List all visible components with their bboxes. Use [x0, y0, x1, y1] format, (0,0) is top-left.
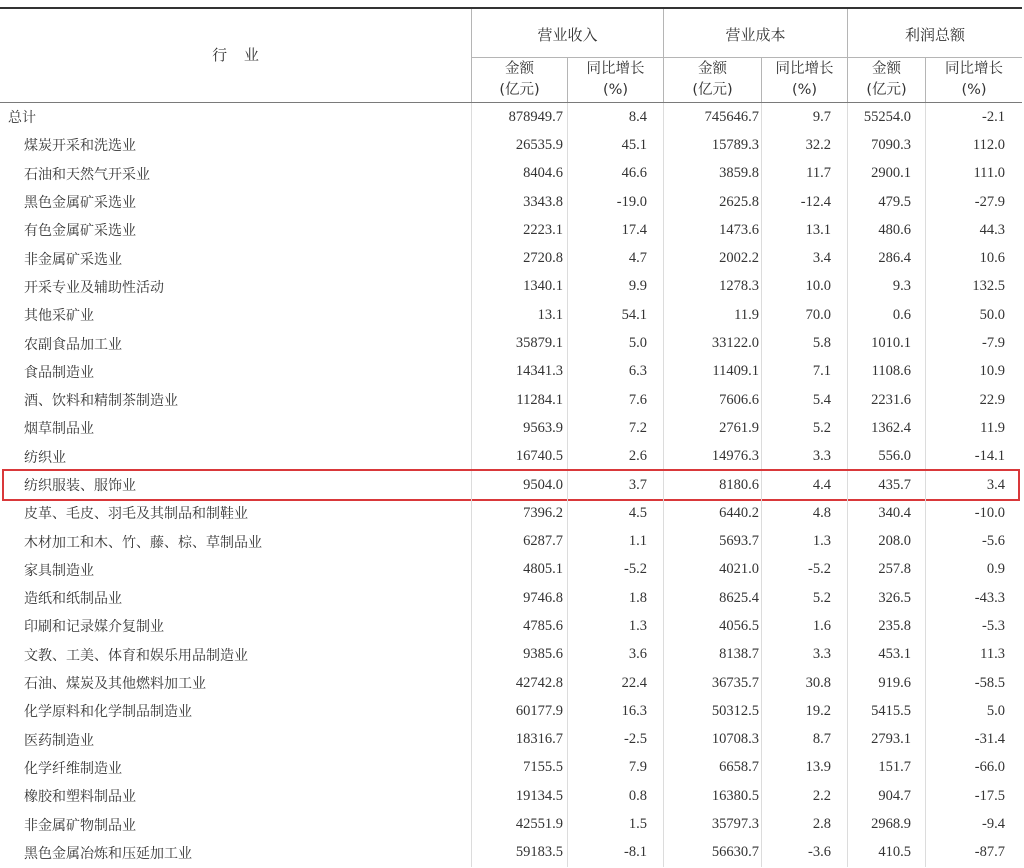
column-unit: (亿元)	[692, 82, 733, 98]
revenue-amount-cell: 8404.6	[472, 160, 568, 188]
profit-amount-cell: 326.5	[848, 584, 926, 612]
industry-cell: 印刷和记录媒介复制业	[0, 612, 472, 640]
profit-amount-cell: 435.7	[848, 471, 926, 499]
revenue-amount-cell: 4785.6	[472, 612, 568, 640]
cost-growth-cell: 13.1	[762, 216, 848, 244]
profit-amount-header	[848, 58, 926, 102]
profit-amount-cell: 151.7	[848, 754, 926, 782]
revenue-amount-cell: 4805.1	[472, 556, 568, 584]
revenue-amount-cell: 16740.5	[472, 443, 568, 471]
cost-amount-cell: 6440.2	[664, 499, 762, 527]
profit-growth-cell: -7.9	[982, 335, 1005, 352]
cost-amount-cell: 10708.3	[664, 726, 762, 754]
cost-amount-cell: 2761.9	[664, 414, 762, 442]
cost-growth-cell: 19.2	[762, 697, 848, 725]
revenue-amount-cell: 13.1	[472, 301, 568, 329]
revenue-amount-cell: 7155.5	[472, 754, 568, 782]
column-unit: (亿元)	[866, 82, 907, 98]
column-unit: (%)	[602, 82, 629, 98]
table-row	[0, 188, 1022, 216]
profit-amount-cell: 208.0	[848, 527, 926, 555]
profit-growth-cell: 22.9	[979, 391, 1005, 408]
cost-growth-cell: 2.8	[762, 810, 848, 838]
revenue-group-header: 营业收入	[472, 9, 664, 58]
cost-growth-cell: 3.3	[762, 641, 848, 669]
profit-amount-cell: 2900.1	[848, 160, 926, 188]
revenue-growth-cell: 45.1	[568, 131, 664, 159]
cost-growth-cell: 5.8	[762, 329, 848, 357]
profit-amount-cell: 904.7	[848, 782, 926, 810]
revenue-amount-cell: 6287.7	[472, 527, 568, 555]
cost-amount-cell: 50312.5	[664, 697, 762, 725]
column-label: 同比增长	[586, 61, 645, 77]
profit-growth-cell: 11.9	[980, 419, 1005, 436]
cost-growth-cell: -3.6	[762, 839, 848, 867]
cost-amount-cell: 8180.6	[664, 471, 762, 499]
industry-cell: 化学纤维制造业	[0, 754, 472, 782]
profit-amount-cell: 2231.6	[848, 386, 926, 414]
profit-amount-cell: 257.8	[848, 556, 926, 584]
profit-growth-cell: -43.3	[974, 589, 1005, 606]
cost-growth-cell: 11.7	[762, 160, 848, 188]
revenue-amount-cell: 26535.9	[472, 131, 568, 159]
revenue-amount-cell: 35879.1	[472, 329, 568, 357]
industry-cell: 文教、工美、体育和娱乐用品制造业	[0, 641, 472, 669]
cost-amount-cell: 16380.5	[664, 782, 762, 810]
revenue-amount-cell: 18316.7	[472, 726, 568, 754]
revenue-growth-cell: 7.9	[568, 754, 664, 782]
profit-amount-cell: 1362.4	[848, 414, 926, 442]
table-row	[0, 443, 1022, 471]
revenue-growth-cell: 1.8	[568, 584, 664, 612]
cost-amount-cell: 7606.6	[664, 386, 762, 414]
profit-growth-cell: -14.1	[974, 448, 1005, 465]
profit-amount-cell: 410.5	[848, 839, 926, 867]
cost-growth-cell: 7.1	[762, 358, 848, 386]
industry-cell: 木材加工和木、竹、藤、棕、草制品业	[0, 527, 472, 555]
profit-group-header: 利润总额	[848, 9, 1022, 58]
cost-amount-cell: 4021.0	[664, 556, 762, 584]
column-unit: (%)	[791, 82, 818, 98]
profit-amount-cell: 286.4	[848, 244, 926, 272]
cost-amount-header	[664, 58, 762, 102]
cost-growth-cell: 4.4	[762, 471, 848, 499]
table-row	[0, 244, 1022, 272]
revenue-amount-cell: 878949.7	[472, 103, 568, 131]
revenue-amount-cell: 60177.9	[472, 697, 568, 725]
cost-amount-cell: 15789.3	[664, 131, 762, 159]
revenue-growth-cell: 1.1	[568, 527, 664, 555]
table-row	[0, 273, 1022, 301]
industry-cell: 橡胶和塑料制品业	[0, 782, 472, 810]
revenue-amount-cell: 9385.6	[472, 641, 568, 669]
revenue-amount-header	[472, 58, 568, 102]
profit-growth-cell: 44.3	[979, 221, 1005, 238]
profit-growth-cell: 50.0	[979, 306, 1005, 323]
cost-amount-cell: 2625.8	[664, 188, 762, 216]
profit-growth-cell: 111.0	[973, 165, 1005, 182]
cost-growth-cell: 10.0	[762, 273, 848, 301]
cost-growth-cell: 1.3	[762, 527, 848, 555]
column-label: 金额	[698, 61, 727, 77]
table-row	[0, 386, 1022, 414]
revenue-amount-cell: 11284.1	[472, 386, 568, 414]
table-row	[0, 216, 1022, 244]
revenue-growth-cell: 54.1	[568, 301, 664, 329]
revenue-growth-cell: 7.6	[568, 386, 664, 414]
cost-group-header: 营业成本	[664, 9, 848, 58]
column-unit: (%)	[961, 82, 987, 98]
revenue-growth-cell: 16.3	[568, 697, 664, 725]
industry-column-header: 行 业	[0, 9, 472, 102]
table-body	[0, 103, 1022, 867]
profit-amount-cell: 1108.6	[848, 358, 926, 386]
profit-growth-cell: -5.6	[982, 533, 1005, 550]
industry-cell: 皮革、毛皮、羽毛及其制品和制鞋业	[0, 499, 472, 527]
revenue-amount-cell: 9504.0	[472, 471, 568, 499]
revenue-growth-cell: 4.5	[568, 499, 664, 527]
profit-growth-cell: 3.4	[986, 476, 1005, 493]
cost-growth-cell: 13.9	[762, 754, 848, 782]
industry-cell: 医药制造业	[0, 726, 472, 754]
profit-amount-cell: 1010.1	[848, 329, 926, 357]
industry-cell: 烟草制品业	[0, 414, 472, 442]
table-row	[0, 726, 1022, 754]
profit-amount-cell: 7090.3	[848, 131, 926, 159]
profit-growth-cell: -10.0	[974, 504, 1005, 521]
column-label: 金额	[872, 61, 901, 77]
profit-amount-cell: 919.6	[848, 669, 926, 697]
table-row	[0, 584, 1022, 612]
table-row	[0, 697, 1022, 725]
profit-growth-cell: -2.1	[982, 108, 1005, 125]
revenue-growth-cell: 1.3	[568, 612, 664, 640]
revenue-growth-header	[568, 58, 664, 102]
industry-cell: 黑色金属矿采选业	[0, 188, 472, 216]
profit-growth-cell: 10.6	[979, 250, 1005, 267]
revenue-amount-cell: 9746.8	[472, 584, 568, 612]
table-row	[0, 641, 1022, 669]
profit-amount-cell: 480.6	[848, 216, 926, 244]
table-row	[0, 471, 1022, 499]
industry-cell: 黑色金属冶炼和压延加工业	[0, 839, 472, 867]
industry-cell: 化学原料和化学制品制造业	[0, 697, 472, 725]
revenue-growth-cell: 5.0	[568, 329, 664, 357]
industry-cell: 非金属矿采选业	[0, 244, 472, 272]
profit-growth-cell: 112.0	[972, 136, 1005, 153]
revenue-growth-cell: 46.6	[568, 160, 664, 188]
profit-amount-cell: 479.5	[848, 188, 926, 216]
revenue-amount-cell: 9563.9	[472, 414, 568, 442]
table-row	[0, 556, 1022, 584]
table-row	[0, 810, 1022, 838]
revenue-amount-cell: 19134.5	[472, 782, 568, 810]
revenue-amount-cell: 7396.2	[472, 499, 568, 527]
industry-cell: 石油、煤炭及其他燃料加工业	[0, 669, 472, 697]
profit-amount-cell: 9.3	[848, 273, 926, 301]
total-row	[0, 103, 1022, 131]
column-label: 同比增长	[945, 61, 1003, 77]
column-label: 金额	[505, 61, 534, 77]
revenue-amount-cell: 14341.3	[472, 358, 568, 386]
table-row	[0, 358, 1022, 386]
cost-amount-cell: 2002.2	[664, 244, 762, 272]
cost-amount-cell: 14976.3	[664, 443, 762, 471]
revenue-growth-cell: -8.1	[568, 839, 664, 867]
profit-growth-cell: 11.3	[980, 646, 1005, 663]
revenue-growth-cell: 22.4	[568, 669, 664, 697]
cost-amount-cell: 1278.3	[664, 273, 762, 301]
profit-growth-cell: -87.7	[974, 844, 1005, 861]
cost-growth-cell: 1.6	[762, 612, 848, 640]
cost-amount-cell: 745646.7	[664, 103, 762, 131]
cost-growth-cell: 2.2	[762, 782, 848, 810]
cost-amount-cell: 35797.3	[664, 810, 762, 838]
revenue-amount-cell: 2720.8	[472, 244, 568, 272]
cost-growth-cell: 8.7	[762, 726, 848, 754]
cost-growth-cell: 5.2	[762, 584, 848, 612]
profit-growth-cell: 0.9	[986, 561, 1005, 578]
cost-amount-cell: 33122.0	[664, 329, 762, 357]
column-unit: (亿元)	[499, 82, 540, 98]
revenue-amount-cell: 1340.1	[472, 273, 568, 301]
revenue-amount-cell: 59183.5	[472, 839, 568, 867]
table-row	[0, 782, 1022, 810]
profit-growth-cell: 5.0	[986, 702, 1005, 719]
revenue-growth-cell: 4.7	[568, 244, 664, 272]
table-header	[0, 9, 1022, 103]
cost-growth-cell: 32.2	[762, 131, 848, 159]
cost-growth-cell: 4.8	[762, 499, 848, 527]
cost-growth-cell: 3.3	[762, 443, 848, 471]
table-row	[0, 301, 1022, 329]
industry-cell: 非金属矿物制品业	[0, 810, 472, 838]
profit-growth-cell: -17.5	[974, 787, 1005, 804]
profit-growth-header	[926, 58, 1022, 102]
cost-amount-cell: 5693.7	[664, 527, 762, 555]
cost-amount-cell: 11409.1	[664, 358, 762, 386]
industry-cell: 造纸和纸制品业	[0, 584, 472, 612]
profit-growth-cell: -5.3	[982, 617, 1005, 634]
profit-growth-cell: -58.5	[974, 674, 1005, 691]
profit-growth-cell: -66.0	[974, 759, 1005, 776]
table-row	[0, 839, 1022, 867]
table-row	[0, 160, 1022, 188]
profit-amount-cell: 2793.1	[848, 726, 926, 754]
profit-amount-cell: 0.6	[848, 301, 926, 329]
industry-cell: 有色金属矿采选业	[0, 216, 472, 244]
industry-cell: 农副食品加工业	[0, 329, 472, 357]
profit-amount-cell: 556.0	[848, 443, 926, 471]
cost-amount-cell: 8625.4	[664, 584, 762, 612]
cost-amount-cell: 8138.7	[664, 641, 762, 669]
industry-cell: 开采专业及辅助性活动	[0, 273, 472, 301]
table-row	[0, 131, 1022, 159]
profit-amount-cell: 5415.5	[848, 697, 926, 725]
cost-growth-cell: 5.2	[762, 414, 848, 442]
table-row	[0, 754, 1022, 782]
cost-amount-cell: 1473.6	[664, 216, 762, 244]
industry-cell: 家具制造业	[0, 556, 472, 584]
industry-cell: 酒、饮料和精制茶制造业	[0, 386, 472, 414]
revenue-growth-cell: 1.5	[568, 810, 664, 838]
industry-cell: 石油和天然气开采业	[0, 160, 472, 188]
industry-cell: 煤炭开采和洗选业	[0, 131, 472, 159]
profit-growth-cell: -31.4	[974, 731, 1005, 748]
cost-amount-cell: 36735.7	[664, 669, 762, 697]
table-row	[0, 414, 1022, 442]
cost-growth-cell: -12.4	[762, 188, 848, 216]
industry-cell: 食品制造业	[0, 358, 472, 386]
revenue-growth-cell: 17.4	[568, 216, 664, 244]
industry-cell: 纺织业	[0, 443, 472, 471]
column-label: 同比增长	[775, 61, 834, 77]
revenue-growth-cell: 2.6	[568, 443, 664, 471]
revenue-amount-cell: 2223.1	[472, 216, 568, 244]
industry-cell: 纺织服装、服饰业	[0, 471, 472, 499]
cost-amount-cell: 6658.7	[664, 754, 762, 782]
industry-cell: 总计	[0, 103, 472, 131]
revenue-growth-cell: 3.6	[568, 641, 664, 669]
revenue-growth-cell: 7.2	[568, 414, 664, 442]
cost-growth-cell: 30.8	[762, 669, 848, 697]
revenue-growth-cell: 9.9	[568, 273, 664, 301]
profit-amount-cell: 2968.9	[848, 810, 926, 838]
revenue-growth-cell: -5.2	[568, 556, 664, 584]
revenue-growth-cell: -2.5	[568, 726, 664, 754]
profit-growth-cell: 132.5	[972, 278, 1005, 295]
industry-cell: 其他采矿业	[0, 301, 472, 329]
cost-amount-cell: 3859.8	[664, 160, 762, 188]
cost-growth-cell: -5.2	[762, 556, 848, 584]
cost-growth-cell: 70.0	[762, 301, 848, 329]
table-row	[0, 669, 1022, 697]
profit-growth-cell: -27.9	[974, 193, 1005, 210]
cost-growth-cell: 5.4	[762, 386, 848, 414]
cost-growth-header	[762, 58, 848, 102]
profit-amount-cell: 55254.0	[848, 103, 926, 131]
revenue-amount-cell: 3343.8	[472, 188, 568, 216]
cost-amount-cell: 11.9	[664, 301, 762, 329]
table-row	[0, 499, 1022, 527]
revenue-growth-cell: 8.4	[568, 103, 664, 131]
cost-amount-cell: 4056.5	[664, 612, 762, 640]
revenue-growth-cell: 0.8	[568, 782, 664, 810]
table-row	[0, 527, 1022, 555]
cost-amount-cell: 56630.7	[664, 839, 762, 867]
table-row	[0, 612, 1022, 640]
revenue-amount-cell: 42742.8	[472, 669, 568, 697]
cost-growth-cell: 3.4	[762, 244, 848, 272]
table-row	[0, 329, 1022, 357]
cost-growth-cell: 9.7	[762, 103, 848, 131]
profit-growth-cell: 10.9	[979, 363, 1005, 380]
revenue-amount-cell: 42551.9	[472, 810, 568, 838]
profit-amount-cell: 340.4	[848, 499, 926, 527]
revenue-growth-cell: -19.0	[568, 188, 664, 216]
revenue-growth-cell: 6.3	[568, 358, 664, 386]
revenue-growth-cell: 3.7	[568, 471, 664, 499]
profit-amount-cell: 453.1	[848, 641, 926, 669]
profit-growth-cell: -9.4	[982, 816, 1005, 833]
profit-amount-cell: 235.8	[848, 612, 926, 640]
